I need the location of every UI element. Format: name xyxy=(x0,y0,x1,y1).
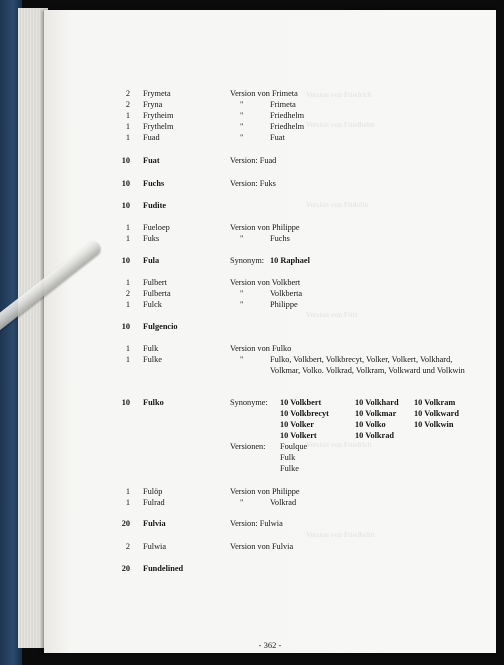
entry-count: 2 xyxy=(125,89,130,98)
entry-version-name: Philippe xyxy=(270,300,298,309)
entry-name: Fulöp xyxy=(143,487,163,496)
entry-name: Fulberta xyxy=(143,289,171,298)
ditto-mark: " xyxy=(240,355,244,364)
entry-name: Fulke xyxy=(143,355,162,364)
ditto-mark: " xyxy=(240,122,244,131)
entry-name: Fuelоер xyxy=(143,223,170,232)
show-through-text: Version von Friedhelm xyxy=(306,530,375,539)
entry-description: Version: Fuks xyxy=(230,179,276,188)
version-item: Fulke xyxy=(280,464,299,473)
entry-count: 1 xyxy=(125,122,130,131)
entry-name: Fuks xyxy=(143,234,160,243)
synonym-item: 10 Volkward xyxy=(414,409,459,418)
entry-count: 2 xyxy=(125,100,130,109)
entry-count: 10 xyxy=(121,322,130,331)
synonym-item: 10 Volko xyxy=(355,420,386,429)
entry-name: Fulrad xyxy=(143,498,165,507)
entry-count: 10 xyxy=(121,156,130,165)
entry-count: 1 xyxy=(125,498,130,507)
entry-name: Fula xyxy=(143,256,160,265)
entry-name: Fulwia xyxy=(143,542,167,551)
entry-description: Version: Fuad xyxy=(230,156,277,165)
entry-count: 20 xyxy=(121,564,130,573)
entry-version-name: Volkberta xyxy=(270,289,303,298)
entry-count: 10 xyxy=(121,398,130,407)
entry-synonym: 10 Raphael xyxy=(270,256,310,265)
show-through-text: Version von Friedhelm xyxy=(306,120,375,129)
page-number: - 362 - xyxy=(258,640,282,650)
entry-description: Version: Fulwia xyxy=(230,519,283,528)
entry-count: 20 xyxy=(121,519,130,528)
entry-description: Synonym: xyxy=(230,256,265,265)
entry-name: Frythelm xyxy=(143,122,174,131)
entry-count: 1 xyxy=(125,300,130,309)
ditto-mark: " xyxy=(240,300,244,309)
synonym-item: 10 Volkert xyxy=(280,431,317,440)
entry-name: Fulvia xyxy=(143,519,166,528)
entry-count: 1 xyxy=(125,133,130,142)
entry-description: Version von Philippe xyxy=(230,487,300,496)
book-page xyxy=(44,10,496,653)
entry-count: 2 xyxy=(125,542,130,551)
synonym-item: 10 Volkram xyxy=(414,398,456,407)
entry-name: Fuchs xyxy=(143,179,165,188)
entry-version-name: Fuchs xyxy=(270,234,290,243)
entry-row-continuation xyxy=(44,354,496,390)
entry-name: Fulck xyxy=(143,300,162,309)
entry-count: 1 xyxy=(125,355,130,364)
entry-description: Version von Fulvia xyxy=(230,542,294,551)
entry-description: Version von Frimeta xyxy=(230,89,298,98)
ditto-mark: " xyxy=(240,111,244,120)
version-item: Foulque xyxy=(280,442,308,451)
entry-count: 10 xyxy=(121,201,130,210)
ditto-mark: " xyxy=(240,498,244,507)
ditto-mark: " xyxy=(240,289,244,298)
synonym-item: 10 Volkhard xyxy=(355,398,399,407)
entry-version-name: Friedhelm xyxy=(270,111,305,120)
entry-description: Synonyme: xyxy=(230,398,268,407)
entry-count: 1 xyxy=(125,234,130,243)
versions-label: Versionen: xyxy=(230,442,266,451)
ditto-mark: " xyxy=(240,234,244,243)
synonym-item: 10 Volkrad xyxy=(355,431,394,440)
entry-version-name: Friedhelm xyxy=(270,122,305,131)
entry-count: 1 xyxy=(125,487,130,496)
synonym-item: 10 Volkmar xyxy=(355,409,397,418)
entry-description: Version von Fulko xyxy=(230,344,292,353)
entry-version-name: Fuat xyxy=(270,133,285,142)
synonym-item: 10 Volkbrecyt xyxy=(280,409,329,418)
entry-count: 1 xyxy=(125,344,130,353)
entry-name: Frymeta xyxy=(143,89,171,98)
entry-name: Fryna xyxy=(143,100,163,109)
entry-name: Fulk xyxy=(143,344,159,353)
ditto-mark: " xyxy=(240,100,244,109)
entry-version-name: Fulko, Volkbert, Volkbrecyt, Volker, Volkert, Volkhard, Volkmar, Volko. Volkrad, Volkram, Volkward und Volkwin xyxy=(270,355,465,375)
entry-name: Fulgencio xyxy=(143,322,178,331)
entry-description: Version von Volkbert xyxy=(230,278,301,287)
entry-name: Fundelined xyxy=(143,564,184,573)
entry-name: Fudite xyxy=(143,201,167,210)
entry-count: 1 xyxy=(125,278,130,287)
entry-description: Version von Philippe xyxy=(230,223,300,232)
entry-count: 10 xyxy=(121,256,130,265)
synonym-item: 10 Volkbert xyxy=(280,398,322,407)
entry-name: Fuat xyxy=(143,156,160,165)
show-through-text: Version von Fritz xyxy=(306,310,359,319)
entry-count: 1 xyxy=(125,111,130,120)
entry-name: Fulko xyxy=(143,398,164,407)
entry-version-name: Volkrad xyxy=(270,498,297,507)
ditto-mark: " xyxy=(240,133,244,142)
show-through-text: Version von Friedrich xyxy=(306,440,372,449)
entry-name: Fuad xyxy=(143,133,160,142)
entry-name: Frytheim xyxy=(143,111,174,120)
show-through-text: Version von Fridolin xyxy=(306,200,369,209)
entry-count: 10 xyxy=(121,179,130,188)
synonym-item: 10 Volker xyxy=(280,420,314,429)
entry-count: 2 xyxy=(125,289,130,298)
version-item: Fulk xyxy=(280,453,296,462)
show-through-text: Version von Friedrich xyxy=(306,90,372,99)
entry-name: Fulbert xyxy=(143,278,167,287)
entry-count: 1 xyxy=(125,223,130,232)
entry-version-name: Frimeta xyxy=(270,100,296,109)
synonym-item: 10 Volkwin xyxy=(414,420,454,429)
